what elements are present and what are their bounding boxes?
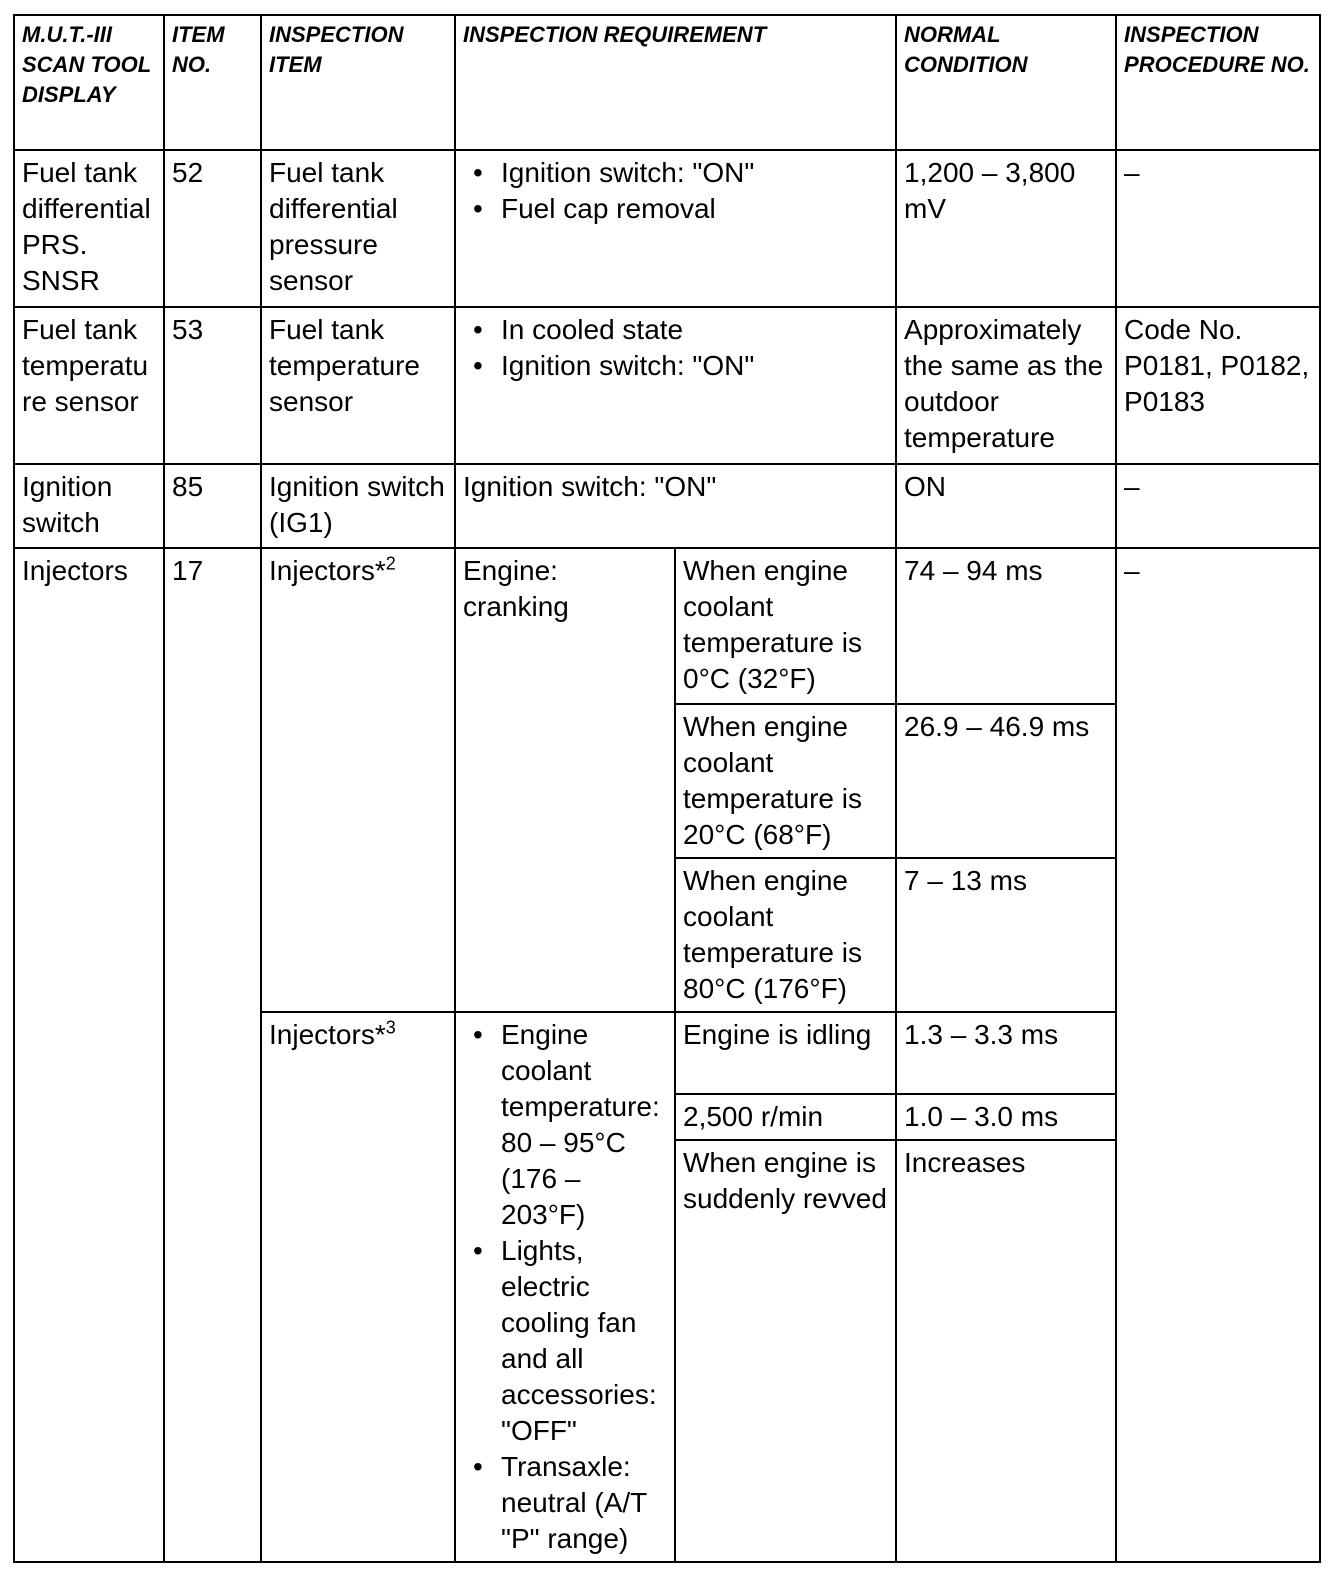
cell-inspection-requirement: Ignition switch: "ON" (455, 464, 896, 548)
header-normal-condition: NORMAL CONDITION (896, 15, 1116, 150)
cell-item-no: 85 (164, 464, 261, 548)
list-item: • Lights, electric cooling fan and all accessories: "OFF" (463, 1233, 668, 1449)
cell-procedure-no: Code No. P0181, P0182, P0183 (1116, 307, 1320, 464)
table-row (14, 548, 1320, 704)
cell-normal-condition: 1.0 – 3.0 ms (896, 1094, 1116, 1140)
list-item: • Engine coolant temperature: 80 – 95°C (176 – 203°F) (463, 1017, 668, 1233)
header-inspection-item: INSPECTION ITEM (261, 15, 455, 150)
cell-display: Ignition switch (14, 464, 164, 548)
cell-display: Injectors (14, 548, 164, 1562)
cell-condition: When engine coolant temperature is 0°C (32°F) (675, 548, 896, 704)
header-row (14, 15, 1320, 150)
cell-condition: 2,500 r/min (675, 1094, 896, 1140)
cell-inspection-requirement (455, 1012, 675, 1562)
cell-normal-condition: 7 – 13 ms (896, 858, 1116, 1012)
cell-condition: When engine coolant temperature is 80°C (176°F) (675, 858, 896, 1012)
table-row (14, 464, 1320, 548)
cell-procedure-no: – (1116, 548, 1320, 1562)
cell-item-no: 53 (164, 307, 261, 464)
cell-display: Fuel tank differential PRS. SNSR (14, 150, 164, 307)
item-label: Injectors* (269, 1019, 386, 1050)
cell-normal-condition: 1.3 – 3.3 ms (896, 1012, 1116, 1094)
list-item: • In cooled state (463, 312, 889, 348)
cell-normal-condition: Increases (896, 1140, 1116, 1562)
item-label: Injectors* (269, 555, 386, 586)
header-item-no: ITEM NO. (164, 15, 261, 150)
cell-condition: When engine coolant temperature is 20°C (68°F) (675, 704, 896, 858)
cell-inspection-requirement (455, 307, 896, 464)
header-display: M.U.T.-III SCAN TOOL DISPLAY (14, 15, 164, 150)
header-procedure-no: INSPECTION PROCEDURE NO. (1116, 15, 1320, 150)
cell-inspection-requirement (455, 150, 896, 307)
cell-item-no: 52 (164, 150, 261, 307)
cell-inspection-item: Ignition switch (IG1) (261, 464, 455, 548)
header-inspection-requirement: INSPECTION REQUIREMENT (455, 15, 896, 150)
cell-procedure-no: – (1116, 150, 1320, 307)
cell-condition: When engine is suddenly revved (675, 1140, 896, 1562)
footnote-marker: 3 (385, 1017, 396, 1038)
cell-inspection-requirement: Engine: cranking (455, 548, 675, 1012)
cell-normal-condition: 26.9 – 46.9 ms (896, 704, 1116, 858)
cell-normal-condition: ON (896, 464, 1116, 548)
cell-inspection-item: Fuel tank temperature sensor (261, 307, 455, 464)
cell-inspection-item (261, 1012, 455, 1562)
cell-condition: Engine is idling (675, 1012, 896, 1094)
cell-inspection-item (261, 548, 455, 1012)
cell-procedure-no: – (1116, 464, 1320, 548)
cell-display: Fuel tank temperature sensor (14, 307, 164, 464)
list-item: • Ignition switch: "ON" (463, 155, 889, 191)
requirement-list (463, 1017, 668, 1557)
list-item: • Transaxle: neutral (A/T "P" range) (463, 1449, 668, 1557)
table-row (14, 150, 1320, 307)
footnote-marker: 2 (385, 553, 396, 574)
cell-normal-condition: Approximately the same as the outdoor temperature (896, 307, 1116, 464)
list-item: • Ignition switch: "ON" (463, 348, 889, 384)
cell-normal-condition: 74 – 94 ms (896, 548, 1116, 704)
table-row (14, 307, 1320, 464)
cell-inspection-item: Fuel tank differential pressure sensor (261, 150, 455, 307)
list-item: • Fuel cap removal (463, 191, 889, 227)
requirement-list (463, 155, 889, 227)
cell-item-no: 17 (164, 548, 261, 1562)
inspection-table (13, 14, 1321, 1563)
requirement-list (463, 312, 889, 384)
cell-normal-condition: 1,200 – 3,800 mV (896, 150, 1116, 307)
